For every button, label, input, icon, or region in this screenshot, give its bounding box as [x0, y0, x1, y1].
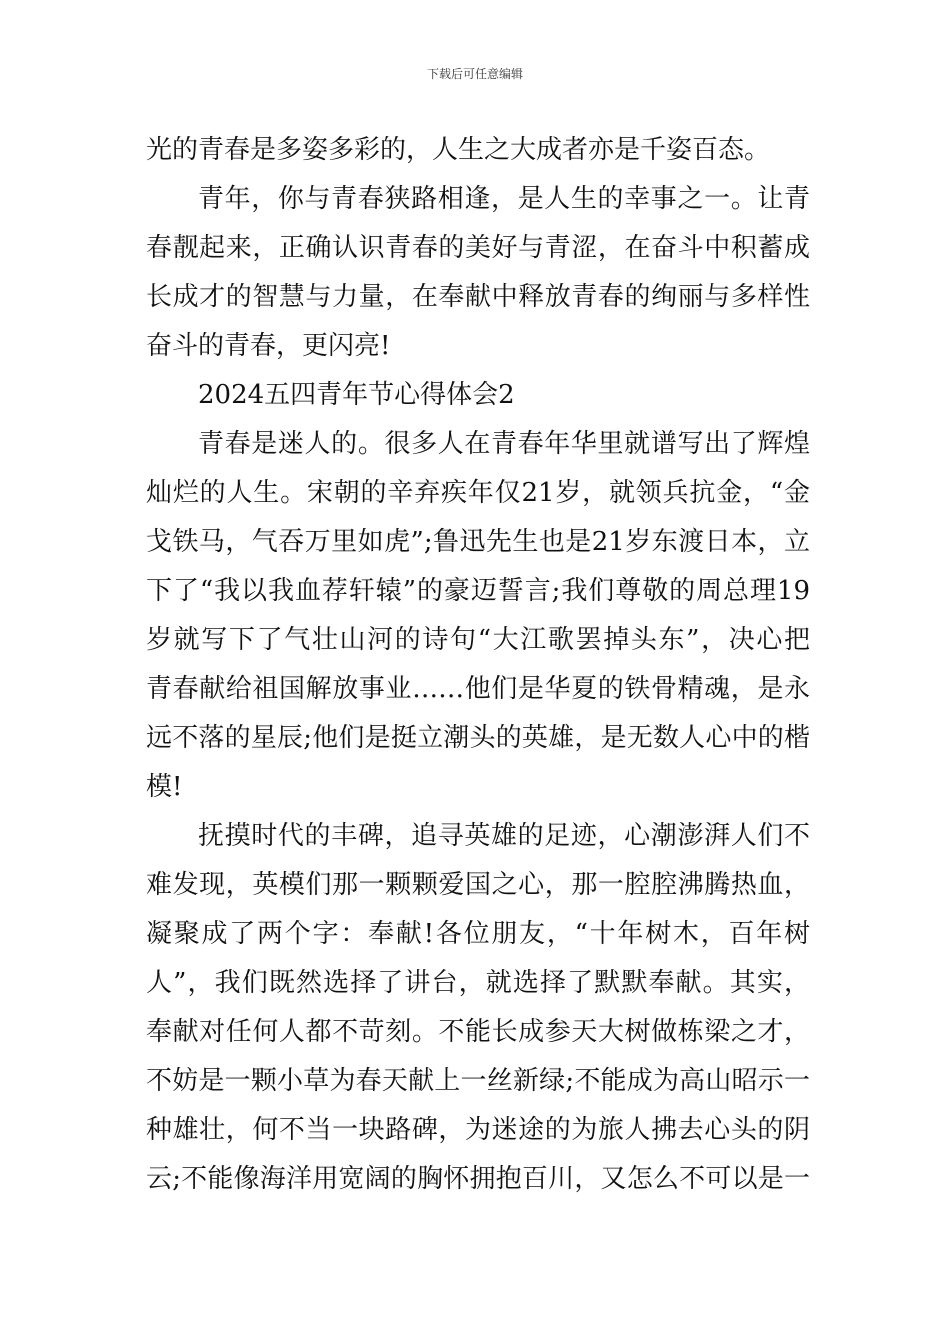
text-line: 模! — [146, 772, 183, 802]
text-line: 岁就写下了气壮山河的诗句“大江歌罢掉头东”，决心把 — [146, 625, 810, 655]
text-line: 凝聚成了两个字：奉献!各位朋友，“十年树木，百年树 — [146, 919, 810, 949]
text-line: 种雄壮，何不当一块路碑，为迷途的为旅人拂去心头的阴 — [146, 1115, 810, 1145]
text-line: 灿烂的人生。宋朝的辛弃疾年仅21岁，就领兵抗金，“金 — [146, 478, 810, 508]
text-line: 戈铁马，气吞万里如虎”;鲁迅先生也是21岁东渡日本，立 — [146, 527, 810, 557]
text-line: 难发现，英模们那一颗颗爱国之心，那一腔腔沸腾热血， — [146, 870, 810, 900]
text-line: 奉献对任何人都不苛刻。不能长成参天大树做栋梁之才， — [146, 1017, 810, 1047]
page-header: 下载后可任意编辑 — [426, 67, 523, 81]
text-line: 云;不能像海洋用宽阔的胸怀拥抱百川，又怎么不可以是一 — [146, 1164, 810, 1194]
text-line: 光的青春是多姿多彩的，人生之大成者亦是千姿百态。 — [146, 135, 771, 165]
text-line: 青春献给祖国解放事业……他们是华夏的铁骨精魂，是永 — [146, 674, 810, 704]
text-line: 远不落的星辰;他们是挺立潮头的英雄，是无数人心中的楷 — [146, 723, 810, 753]
body-text — [146, 126, 810, 1204]
text-line: 人”，我们既然选择了讲台，就选择了默默奉献。其实， — [146, 968, 810, 998]
text-line: 青年，你与青春狭路相逢，是人生的幸事之一。让青 — [198, 184, 810, 214]
text-line: 长成才的智慧与力量，在奉献中释放青春的绚丽与多样性 — [146, 282, 810, 312]
text-line: 2024五四青年节心得体会2 — [198, 380, 515, 410]
text-line: 春靓起来，正确认识青春的美好与青涩，在奋斗中积蓄成 — [146, 233, 810, 263]
text-line: 青春是迷人的。很多人在青春年华里就谱写出了辉煌 — [198, 429, 810, 459]
text-line: 下了“我以我血荐轩辕”的豪迈誓言;我们尊敬的周总理19 — [146, 576, 810, 606]
text-line: 不妨是一颗小草为春天献上一丝新绿;不能成为高山昭示一 — [146, 1066, 810, 1096]
text-line: 抚摸时代的丰碑，追寻英雄的足迹，心潮澎湃人们不 — [198, 821, 810, 851]
text-line: 奋斗的青春，更闪亮! — [146, 331, 391, 361]
